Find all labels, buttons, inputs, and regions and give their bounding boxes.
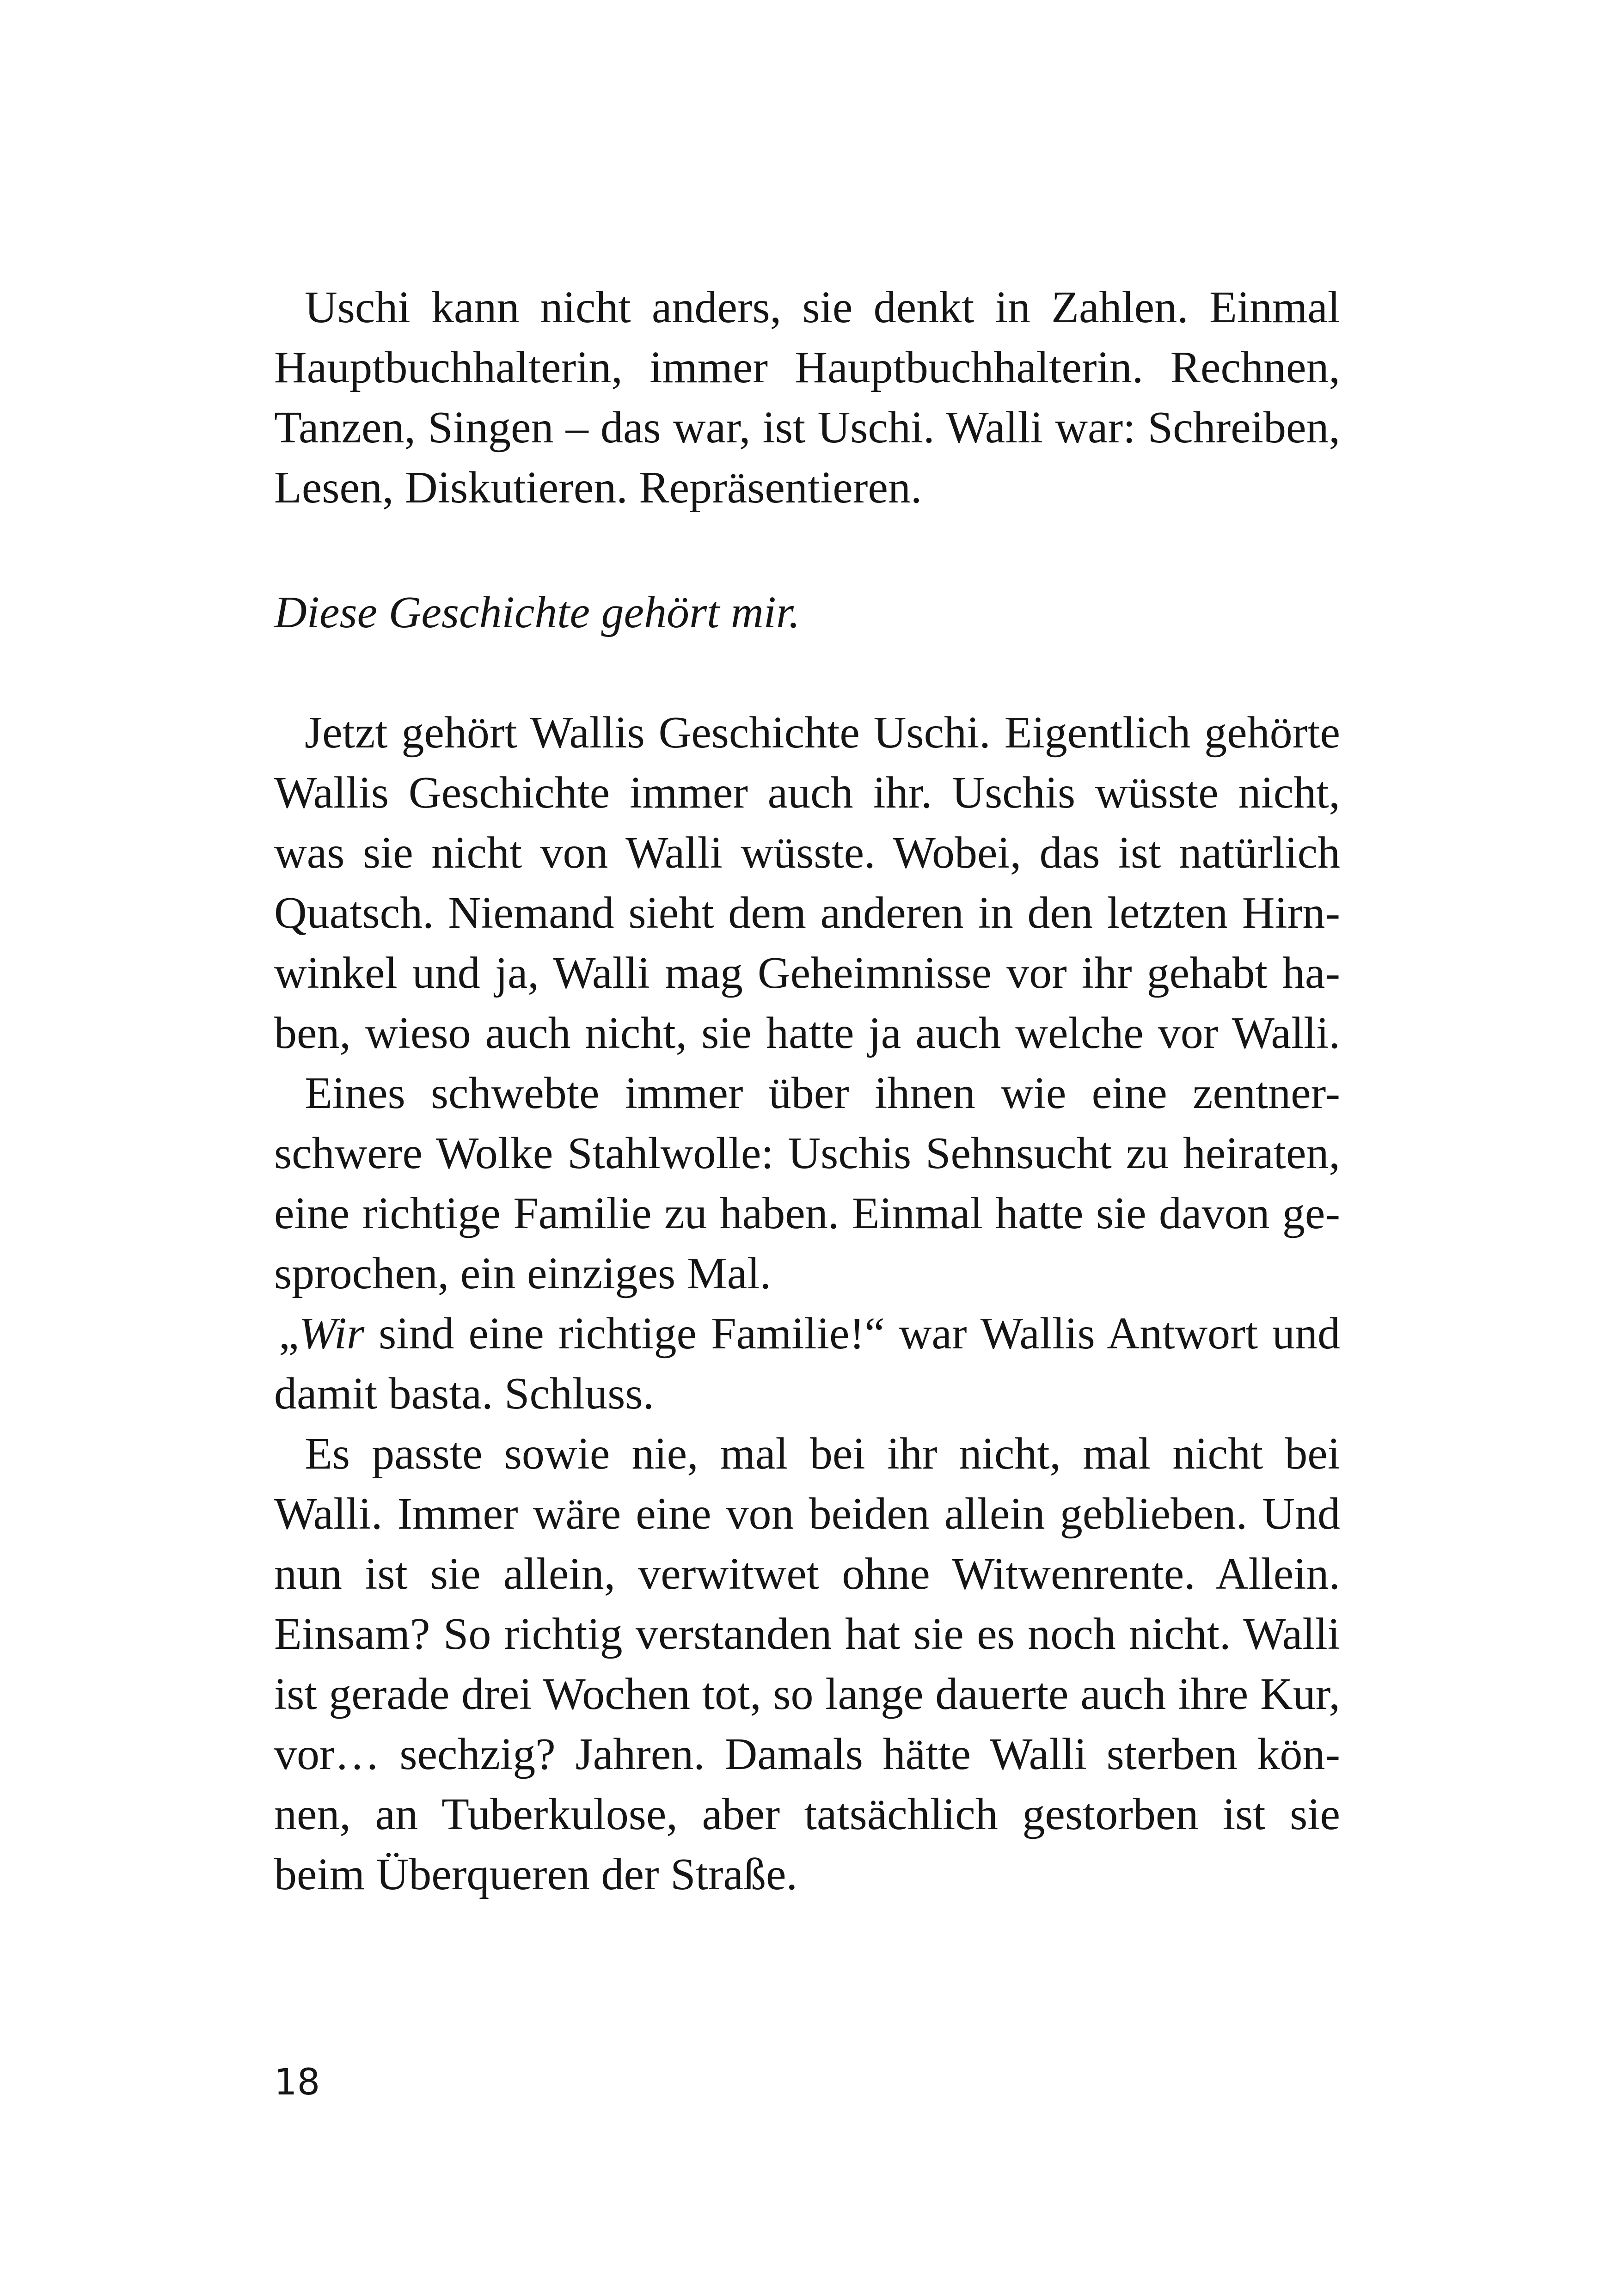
paragraph-2-line-6: ben, wieso auch nicht, sie hatte ja auch welche vor Walli. (274, 1008, 1340, 1058)
paragraph-2-line-4: Quatsch. Niemand sieht dem anderen in den letzten Hirn- (274, 888, 1340, 938)
paragraph-4-line-5: ist gerade drei Wochen tot, so lange dauerte auch ihre Kur, (274, 1669, 1340, 1719)
paragraph-3-line-4: sprochen, ein einziges Mal. (274, 1249, 771, 1298)
paragraph-2-line-2: Wallis Geschichte immer auch ihr. Uschis wüsste nicht, (274, 768, 1340, 818)
paragraph-4-line-1: Es passte sowie nie, mal bei ihr nicht, mal nicht bei (305, 1429, 1340, 1479)
paragraph-2-line-5: winkel und ja, Walli mag Geheimnisse vor ihr gehabt ha- (274, 948, 1340, 998)
paragraph-3-line-2: schwere Wolke Stahlwolle: Uschis Sehnsucht zu heiraten, (274, 1128, 1340, 1178)
quote-line-1 (274, 1304, 1340, 1364)
paragraph-4-line-2: Walli. Immer wäre eine von beiden allein geblieben. Und (274, 1489, 1340, 1539)
paragraph-3-line-3: eine richtige Familie zu haben. Einmal hatte sie davon ge- (274, 1188, 1340, 1238)
paragraph-4-line-4: Einsam? So richtig verstanden hat sie es noch nicht. Walli (274, 1609, 1340, 1659)
quote-rest: sind eine richtige Familie!“ war Wallis Antwort und (364, 1309, 1340, 1359)
italic-heading: Diese Geschichte gehört mir. (274, 588, 800, 637)
paragraph-4-line-7: nen, an Tuberkulose, aber tatsächlich gestorben ist sie (274, 1789, 1340, 1839)
paragraph-4-line-6: vor… sechzig? Jahren. Damals hätte Walli sterben kön- (274, 1729, 1340, 1779)
quote-line-2: damit basta. Schluss. (274, 1369, 655, 1419)
paragraph-4-line-8: beim Überqueren der Straße. (274, 1849, 797, 1899)
paragraph-1-line-3: Tanzen, Singen – das war, ist Uschi. Walli war: Schreiben, (274, 403, 1340, 453)
paragraph-1-line-2: Hauptbuchhalterin, immer Hauptbuchhalterin. Rechnen, (274, 343, 1340, 392)
paragraph-4-line-3: nun ist sie allein, verwitwet ohne Witwenrente. Allein. (274, 1549, 1340, 1599)
paragraph-2-line-1: Jetzt gehört Wallis Geschichte Uschi. Eigentlich gehörte (305, 708, 1340, 758)
quote-italic-word: Wir (299, 1309, 365, 1359)
paragraph-1-line-1: Uschi kann nicht anders, sie denkt in Zahlen. Einmal (305, 282, 1340, 332)
paragraph-1-line-4: Lesen, Diskutieren. Repräsentieren. (274, 463, 922, 513)
page-number: 18 (274, 2062, 320, 2103)
paragraph-2-line-3: was sie nicht von Walli wüsste. Wobei, das ist natürlich (274, 828, 1340, 878)
open-quote-mark: „ (279, 1309, 299, 1359)
paragraph-3-line-1: Eines schwebte immer über ihnen wie eine zentner- (305, 1068, 1340, 1118)
